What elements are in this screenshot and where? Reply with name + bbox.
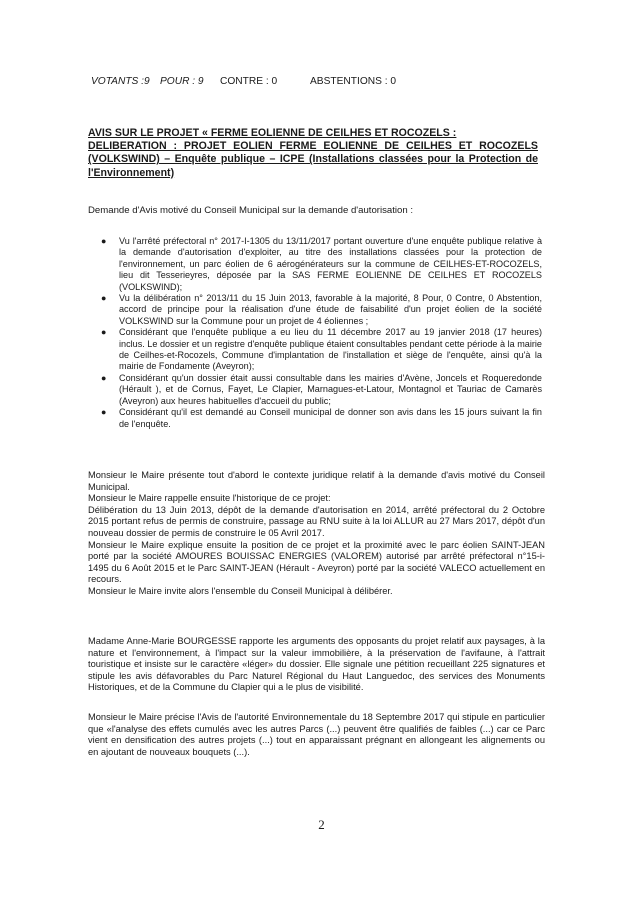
intro-text: Demande d'Avis motivé du Conseil Municipal sur la demande d'autorisation : <box>88 205 414 216</box>
list-item: ● Considérant que l'enquête publique a eu lieu du 11 décembre 2017 au 19 janvier 2018 (17 heures) inclus. Le dossier et un registre d'enquête publique étaient consultables pendant cette période à la mairie de Ceilhes-et-Rocozels, Commune d'implantation de l'installation et siège de l'enquête, ainsi qu'à la mairie de Fondamente (Aveyron); <box>101 327 542 372</box>
abstentions-count: ABSTENTIONS : 0 <box>310 76 397 87</box>
list-item: ● Considérant qu'il est demandé au Conseil municipal de donner son avis dans les 15 jours suivant la fin de l'enquête. <box>101 407 542 429</box>
paragraph-line: Délibération du 13 Juin 2013, dépôt de la demande d'autorisation en 2014, arrêté préfectoral du 2 Octobre 2015 portant refus de permis de construire, passage au RNU suite à la loi ALLUR au 27 Mars 2017, dépôt d'un nouveau dossier de permis de construire le 05 Avril 2017. <box>88 504 545 538</box>
page-number: 2 <box>318 817 325 832</box>
paragraph-line: Monsieur le Maire explique ensuite la position de ce projet et la proximité avec le parc éolien SAINT-JEAN porté par la société AMOURES BOUISSAC ENERGIES (VALOREM) autorisé par arrêté préfectoral n°15-i-1495 du 6 Août 2015 et le Parc SAINT-JEAN (Hérault - Aveyron) porté par la société VALECO actuellement en recours. <box>88 539 545 585</box>
vote-summary <box>91 76 396 87</box>
bullet-icon: ● <box>101 293 107 304</box>
paragraph-line: Monsieur le Maire rappelle ensuite l'historique de ce projet: <box>88 493 331 504</box>
bullet-icon: ● <box>101 327 107 338</box>
opponents-paragraph: Madame Anne-Marie BOURGESSE rapporte les arguments des opposants du projet relatif aux paysages, à la nature et l'environnement, à l'impact sur la valeur immobilière, à la préservation de l'avifaune, à l'attrait touristique et insiste sur le caractère «léger» du dossier. Elle signale une pétition recueillant 225 signatures et stipule les avis défavorables du Parc Naturel Régional du Haut Languedoc, des services des Monuments Historiques, et de la Commune du Clapier qui a le plus de visibilité. <box>88 636 545 693</box>
paragraph-line: Monsieur le Maire présente tout d'abord le contexte juridique relatif à la demande d'avis motivé du Conseil Municipal. <box>88 470 545 492</box>
maire-presentation-paragraph <box>88 470 545 598</box>
pour-count: POUR : 9 <box>160 76 204 87</box>
bullet-icon: ● <box>101 236 107 246</box>
list-item: ● Considérant qu'un dossier était aussi consultable dans les mairies d'Avène, Joncels et Roqueredonde (Hérault ), et de Cornus, Fayet, Le Clapier, Marnagues-et-Latour, Montagnol et Tauriac de Camarès (Aveyron) aux heures habituelles d'accueil du public; <box>101 372 542 406</box>
title-line-2: DELIBERATION : PROJET EOLIEN FERME EOLIENNE DE CEILHES ET ROCOZELS (VOLKSWIND) – Enquête publique – ICPE (Installations classées pour la Protection de l'Environnement) <box>88 140 538 179</box>
list-item: ● Vu l'arrêté préfectoral n° 2017-I-1305 du 13/11/2017 portant ouverture d'une enquête publique relative à la demande d'autorisation d'exploiter, au titre des installations classées pour la protection de l'environnement, un parc éolien de 6 aérogénérateurs sur la commune de CEILHES-ET-ROCOZELS, lieu dit Tesserieyres, déposée par la SAS FERME EOLIENNE DE CEILHES ET ROCOZELS (VOLKSWIND); <box>101 236 542 292</box>
section-title <box>88 127 538 180</box>
contre-count: CONTRE : 0 <box>220 76 278 87</box>
list-item: ● Vu la délibération n° 2013/11 du 15 Juin 2013, favorable à la majorité, 8 Pour, 0 Contre, 0 Abstention, accord de principe pour la réalisation d'une étude de faisabilité d'un projet éolien de la société VOLKSWIND sur la Commune pour un projet de 4 éoliennes ; <box>101 293 542 326</box>
environmental-authority-paragraph: Monsieur le Maire précise l'Avis de l'autorité Environnementale du 18 Septembre 2017 qui stipule en particulier que «l'analyse des effets cumulés avec les autres Parcs (...) peuvent être qualifiés de faibles (...) car ce Parc vient en densification des autres projets (...) tout en apparaissant prégnant en allongeant les alignements ou en ajoutant de nouveaux bouquets (...). <box>88 712 545 757</box>
bullet-icon: ● <box>101 407 107 418</box>
paragraph-line: Monsieur le Maire invite alors l'ensemble du Conseil Municipal à délibérer. <box>88 585 393 596</box>
title-line-1: AVIS SUR LE PROJET « FERME EOLIENNE DE CEILHES ET ROCOZELS : <box>88 127 457 139</box>
considerations-list <box>97 236 542 430</box>
bullet-icon: ● <box>101 372 107 383</box>
votants-count: VOTANTS :9 <box>91 76 150 87</box>
